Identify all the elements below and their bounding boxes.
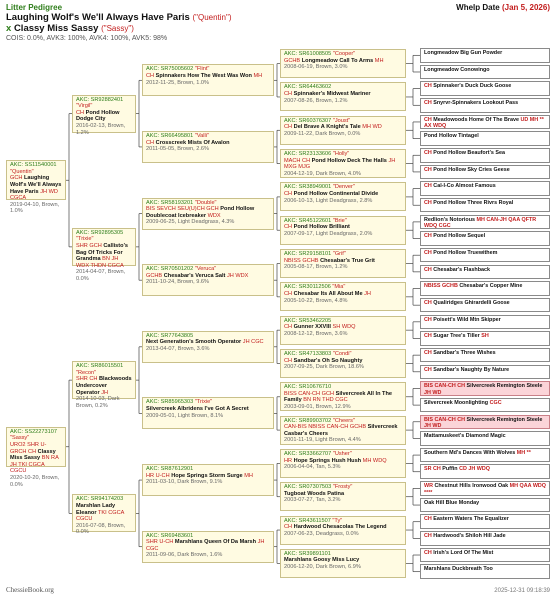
title-suffix: CGC (489, 399, 502, 406)
title-prefix: CH (424, 100, 432, 107)
birth-color-coi: 2009-06-25, Light Deadgrass, 4.3% (146, 219, 235, 226)
title-prefix: GCHB (146, 272, 163, 279)
title-prefix: WR (424, 483, 433, 490)
dog-name: Sandbar's Naughty By Nature (433, 366, 510, 373)
registration-number: AKC: SR45122601 (284, 217, 332, 224)
registration-number: AKC: SR86015501 (76, 363, 124, 370)
title-suffix: MH CAN-JH QAA QFTR WDQ CGC (424, 216, 537, 230)
pedigree-entry-gen5[interactable] (420, 381, 550, 396)
dog-name: Pond Hollow Sky Cries Geese (433, 166, 510, 173)
pedigree-entry-gen5[interactable] (420, 398, 550, 413)
registration-number: AKC: SR07307503 (284, 484, 332, 491)
pedigree-entry-gen5[interactable] (420, 181, 550, 196)
title-prefix: URO2 SHR U-GRCH CH (10, 441, 47, 455)
title-suffix: UD MH ** AX WDQ (424, 116, 544, 130)
title-prefix: CH (284, 124, 293, 131)
dog-name: Qualiridges Ghirardelli Goose (433, 299, 510, 306)
dog-name: Pond Hollow Three Rivrs Royal (433, 199, 514, 206)
title-prefix: CH (424, 349, 432, 356)
birth-color-coi: 2007-06-23, Deadgrass, 0.0% (284, 530, 359, 537)
birth-color-coi: 2007-09-17, Light Deadgrass, 2.0% (284, 230, 373, 237)
dog-name: Chesabar Its All About Me (293, 290, 363, 297)
registration-number: AKC: SR77643805 (146, 332, 194, 339)
pedigree-entry-gen5[interactable] (420, 531, 550, 546)
dog-name: Silvercreek Remington Steele (466, 383, 543, 390)
dog-name: Marshlans Goosy Miss Lucy (284, 557, 360, 564)
dog-name: Crosscreek Mists Of Avalon (155, 139, 230, 146)
title-prefix: CH (424, 199, 432, 206)
title-prefix: NBISS GCHB (284, 257, 319, 264)
title-prefix: CH (424, 116, 432, 123)
dog-name: Longmeadow Call To Arms (301, 57, 374, 64)
title-prefix: CH (424, 183, 432, 190)
birth-color-coi: 2009-05-01, Light Brown, 8.1% (146, 412, 224, 419)
call-name: "Usher" (332, 450, 352, 457)
registration-number: AKC: SR89903702 (284, 417, 332, 424)
dog-name: Silvercreek Moonlighting (424, 399, 489, 406)
dog-name: Silvercreek Remington Steele (466, 416, 543, 423)
title-prefix: BISS CAN-CH GCH (284, 390, 335, 397)
birth-color-coi: 2020-10-20, Brown, 0.0% (10, 474, 60, 488)
dog-name: Pond Hollow Deck The Halls (311, 157, 387, 164)
registration-number: AKC: SR10676710 (284, 384, 332, 391)
call-name: "Flint" (194, 66, 210, 73)
birth-color-coi: 2016-02-13, Brown, 1.2% (76, 123, 126, 136)
registration-number: AKC: SS22273107 (10, 428, 57, 435)
title-suffix: MH (374, 57, 384, 64)
pedigree-entry-gen4[interactable] (280, 216, 406, 245)
birth-color-coi: 2007-08-26, Brown, 1.2% (284, 97, 348, 104)
dog-name: Gunner XXVIII (293, 324, 331, 331)
call-name: "Veruca" (194, 266, 217, 273)
title-prefix: SHR GCH (76, 243, 102, 250)
title-prefix: BIS CAN-CH CH (424, 416, 466, 423)
birth-color-coi: 2014-10-03, Dark Brown, 0.2% (76, 396, 120, 409)
dog-name: Cal-I-Co Almost Famous (433, 183, 496, 190)
birth-color-coi: 2012-11-25, Brown, 1.0% (146, 79, 210, 86)
registration-number: AKC: SR92895305 (76, 229, 124, 236)
registration-number: AKC: SR38949001 (284, 184, 332, 191)
call-name: "Cheers" (332, 417, 355, 424)
pedigree-entry-gen4[interactable] (280, 149, 406, 178)
pedigree-entry-gen5[interactable] (420, 365, 550, 380)
registration-number: AKC: SR94174203 (76, 496, 124, 503)
dog-name: Poisett's Wild Mtn Skipper (433, 316, 501, 323)
registration-number: AKC: SR64463602 (284, 84, 332, 91)
dog-name: Pond Hollow Truewithem (433, 249, 498, 256)
pedigree-entry-gen2[interactable] (72, 228, 136, 283)
birth-color-coi: 2007-09-25, Dark Brown, 18.6% (284, 364, 364, 371)
dog-name: Hope Springs Storm Surge (171, 472, 243, 479)
dog-name: Silvercreek Casbar's Cheers (284, 424, 398, 437)
pedigree-entry-gen4[interactable] (280, 516, 406, 545)
call-name: "Condi" (332, 350, 352, 357)
title-prefix: HR (284, 457, 293, 464)
pedigree-entry-gen2[interactable] (72, 361, 136, 409)
birth-color-coi: 2006-10-13, Light Deadgrass, 2.8% (284, 197, 373, 204)
title-suffix: MH WD (362, 124, 382, 131)
dog-name: Pond Hollow Sequel (433, 233, 486, 240)
call-name: "Mia" (332, 284, 346, 291)
pedigree-entry-gen2[interactable] (72, 494, 136, 536)
title-prefix: CH (424, 266, 432, 273)
call-name: "Virgil" (76, 103, 93, 110)
dog-name: Pond Hollow Dodge City (76, 109, 120, 123)
dam-name: Classy Miss Sassy (13, 23, 99, 34)
pedigree-entry-gen5[interactable] (420, 331, 550, 346)
pedigree-entry-gen3[interactable] (142, 464, 274, 496)
title-prefix: CH (146, 72, 155, 79)
dog-name: Hardwood Chesacolas The Legend (293, 524, 387, 531)
dog-name: Hope Springs Hush Hush (293, 457, 362, 464)
dog-name: Sugar Tree's Tiller (433, 333, 480, 340)
dog-name: Marshlan Lady Eleanor (76, 502, 116, 516)
title-prefix: SHR CH (76, 376, 98, 383)
dog-name: Hardwood's Shiloh Hill Jade (433, 533, 506, 540)
birth-color-coi: 2003-07-27, Tan, 3.2% (284, 497, 341, 504)
pedigree-entry-gen5[interactable] (420, 215, 550, 230)
title-suffix: JH (364, 290, 371, 297)
dog-name: Longmeadow Big Gun Powder (424, 50, 503, 57)
dog-name: Spinnaker's Duck Duck Goose (433, 83, 512, 90)
title-suffix: JH CGC (242, 339, 264, 346)
sire-nick: ("Quentin") (192, 13, 232, 22)
registration-number: AKC: SR70501202 (146, 266, 194, 273)
pedigree-entry-gen5[interactable] (420, 48, 550, 63)
pedigree-entry-gen5[interactable] (420, 131, 550, 146)
dog-name: Spinnakers How The West Was Won (155, 72, 252, 79)
title-prefix: CH (284, 524, 293, 531)
registration-number: AKC: SR47133803 (284, 350, 332, 357)
site-footer[interactable]: ChessieBook.org (6, 586, 54, 594)
title-prefix: CH (284, 324, 293, 331)
pedigree-entry-gen4[interactable] (280, 282, 406, 311)
registration-number: AKC: SR66495801 (146, 132, 194, 139)
pedigree-entry-gen5[interactable] (420, 298, 550, 313)
pedigree-entry-gen5[interactable] (420, 564, 550, 579)
pedigree-entry-gen3[interactable] (142, 397, 274, 429)
registration-number: AKC: SR92882401 (76, 96, 124, 103)
birth-color-coi: 2009-11-22, Dark Brown, 0.0% (284, 130, 361, 137)
title-suffix: JH WD (424, 422, 442, 429)
pedigree-entry-gen3[interactable] (142, 531, 274, 563)
pedigree-entry-gen4[interactable] (280, 116, 406, 145)
dog-name: Silvercreek Albridens I've Got A Secret (146, 406, 249, 413)
call-name: "Frosty" (332, 484, 353, 491)
registration-number: AKC: SR61008505 (284, 51, 332, 58)
dog-name: Silvercreek All In The Family (284, 390, 392, 404)
title-prefix: MACH CH (284, 157, 311, 164)
birth-color-coi: 2011-05-05, Brown, 2.6% (146, 146, 210, 153)
registration-number: AKC: SR29158101 (284, 251, 332, 258)
pedigree-entry-gen5[interactable] (420, 548, 550, 563)
pedigree-entry-gen5[interactable] (420, 431, 550, 446)
birth-color-coi: 2016-07-08, Brown, 0.0% (76, 522, 126, 536)
title-suffix: BN RA JH TKI CGCA CGCU (10, 455, 59, 475)
registration-number: AKC: SR69483601 (146, 532, 194, 539)
pedigree-entry-gen1[interactable] (6, 160, 66, 215)
dog-name: Irish's Lord Of The Mist (433, 549, 494, 556)
title-prefix: HR U-CH (146, 472, 170, 479)
title-prefix: CH (284, 357, 293, 364)
whelp-date-value: (Jan 5, 2026) (501, 3, 550, 12)
litter-pedigree-label: Litter Pedigree (6, 3, 63, 12)
dog-name: Sandbar's Oh So Naughty (293, 357, 363, 364)
pedigree-entry-gen4[interactable] (280, 416, 406, 445)
registration-number: AKC: SR58193201 (146, 199, 194, 206)
dog-name: Laughing Wolf's We'll Always Have Paris (10, 175, 62, 195)
birth-color-coi: 2003-09-01, Brown, 12.9% (284, 404, 351, 411)
title-prefix: CH (424, 316, 432, 323)
title-prefix: CH (424, 299, 432, 306)
coi-stats: COIS: 0.0%, AVK3: 100%, AVK4: 100%, AVK5: 98% (6, 35, 168, 42)
registration-number: AKC: SR30112506 (284, 284, 331, 291)
title-prefix: GCHB (284, 57, 301, 64)
title-prefix: CH (284, 91, 293, 98)
whelp-date-label: Whelp Date (456, 3, 500, 12)
dog-name: Eastern Waters The Equalizer (433, 516, 509, 523)
dog-name: Sandbar's Three Wishes (433, 349, 496, 356)
call-name: "Trixie" (194, 399, 213, 406)
pedigree-entry-gen4[interactable] (280, 249, 406, 278)
birth-color-coi: 2011-09-06, Dark Brown, 1.6% (146, 552, 223, 559)
dog-name: Pond Hollow Brilliant (293, 224, 350, 231)
dog-name: Chesabar's Veruca Salt (163, 272, 226, 279)
dog-name: Snyrvr-Spinnakers Lookout Pass (433, 100, 519, 107)
birth-color-coi: 2004-12-19, Dark Brown, 4.0% (284, 170, 361, 177)
title-suffix: JH (101, 389, 109, 396)
title-suffix: WDX (207, 212, 221, 219)
dog-name: Del Brave A Knight's Tale (293, 124, 361, 131)
call-name: "Grif" (332, 251, 346, 258)
call-name: "Recon" (76, 369, 97, 376)
pedigree-entry-gen1[interactable] (6, 427, 66, 488)
pedigree-entry-gen4[interactable] (280, 49, 406, 78)
registration-number: AKC: SR60376307 (284, 117, 332, 124)
dog-name: Pond Hollow Continental Divide (293, 191, 379, 197)
dog-name: Spinnaker's Midwest Mariner (293, 91, 371, 98)
title-prefix: CH (424, 83, 432, 90)
title-prefix: GCH (10, 175, 23, 182)
generated-timestamp: 2025-12-31 09:18:39 (494, 588, 550, 594)
birth-color-coi: 2013-04-07, Brown, 3.6% (146, 346, 210, 352)
title-prefix: BIS SEVCH SEU(U)CH GCH (146, 206, 219, 213)
pedigree-entry-gen5[interactable] (420, 281, 550, 296)
title-prefix: CH (76, 109, 85, 116)
pedigree-entry-gen4[interactable] (280, 382, 406, 411)
title-suffix: JH WD (424, 389, 442, 396)
pedigree-entry-gen5[interactable] (420, 348, 550, 363)
pedigree-entry-gen3[interactable] (142, 131, 274, 163)
birth-color-coi: 2008-06-19, Brown, 3.0% (284, 64, 348, 71)
call-name: "Joust" (332, 117, 351, 124)
pedigree-entry-gen5[interactable] (420, 248, 550, 263)
registration-number: AKC: SR87612901 (146, 466, 194, 473)
pedigree-entry-gen5[interactable] (420, 464, 550, 479)
dog-name: Chesabar's Copper Mine (459, 283, 523, 290)
birth-color-coi: 2008-12-12, Brown, 3.6% (284, 330, 348, 337)
birth-color-coi: 2014-04-07, Brown, 0.0% (76, 269, 126, 283)
dog-name: Mattamuskeet's Diamond Magic (424, 433, 506, 440)
title-prefix: SR CH (424, 466, 441, 473)
call-name: "Cooper" (332, 51, 356, 58)
dog-name: Blackwoods Undercover Operator (76, 376, 132, 396)
pedigree-entry-gen4[interactable] (280, 82, 406, 111)
dog-name: Meadowoods Home Of The Brave (433, 116, 519, 123)
title-prefix: CH (284, 224, 293, 231)
pedigree-entry-gen3[interactable] (142, 198, 274, 230)
pedigree-entry-gen3[interactable] (142, 64, 274, 96)
title-prefix: CH (284, 191, 293, 197)
title-prefix: CH (424, 150, 432, 157)
title-suffix: JH MXG MJG (284, 157, 396, 171)
dog-name: Chesabar's True Grit (320, 257, 375, 264)
dog-name: Chestnut Hills Ironwood Oak (434, 483, 509, 490)
title-suffix: CD JH WDQ (459, 466, 490, 473)
pedigree-entry-gen5[interactable] (420, 448, 550, 463)
dog-name: Marshlans Duckbreath Too (424, 566, 493, 573)
title-suffix: TKI CGCA CGCU (76, 509, 125, 523)
title-prefix: CAN-BIS NBISS CAN-CH GCHB (284, 424, 367, 431)
pedigree-entry-gen5[interactable] (420, 115, 550, 130)
call-name: "Holly" (332, 151, 350, 158)
title-prefix: SHR U-CH (146, 539, 174, 546)
pedigree-entry-gen2[interactable] (72, 95, 136, 136)
pedigree-entry-gen4[interactable] (280, 182, 406, 211)
dog-name: Classy Miss Sassy (10, 448, 56, 462)
title-suffix: SH WDQ (332, 324, 356, 331)
title-prefix: CH (424, 516, 432, 523)
pedigree-entry-gen4[interactable] (280, 449, 406, 478)
registration-number: AKC: SR43611507 (284, 517, 331, 524)
dog-name: Tugboat Woods Patina (284, 490, 345, 497)
call-name: "Trixie" (76, 236, 94, 243)
pedigree-entry-gen5[interactable] (420, 265, 550, 280)
title-suffix: MH (253, 72, 263, 79)
pedigree-entry-gen5[interactable] (420, 415, 550, 430)
pedigree-entry-gen5[interactable] (420, 98, 550, 113)
registration-number: AKC: SR75005602 (146, 66, 194, 73)
title-suffix: JH WDX (226, 272, 249, 279)
dog-name: Redlion's Notorious (424, 216, 475, 223)
dog-name: Longmeadow Conowingo (424, 66, 490, 73)
pedigree-entry-gen4[interactable] (280, 482, 406, 511)
dog-name: Puffin (442, 466, 458, 473)
pedigree-entry-gen5[interactable] (420, 514, 550, 529)
registration-number: AKC: SR39891101 (284, 550, 331, 557)
cross-symbol: x (6, 23, 12, 34)
dam-nick: ("Sassy") (101, 24, 134, 33)
title-suffix: JH CGC (146, 539, 265, 552)
dog-name: Southern Md's Dances With Wolves (424, 449, 516, 456)
pedigree-entry-gen5[interactable] (420, 481, 550, 496)
title-suffix: MH (244, 472, 253, 479)
title-prefix: CH (146, 139, 155, 146)
pedigree-entry-gen5[interactable] (420, 198, 550, 213)
title-suffix: JH WD CGCA (10, 188, 58, 202)
title-prefix: CH (424, 233, 432, 240)
title-prefix: CH (424, 366, 432, 373)
birth-color-coi: 2011-10-24, Brown, 9.6% (146, 279, 210, 286)
birth-color-coi: 2006-12-20, Dark Brown, 6.9% (284, 564, 361, 571)
call-name: "Ty" (332, 517, 343, 524)
dog-name: Marshlans Queen Of Da Marsh (174, 539, 257, 546)
pedigree-entry-gen5[interactable] (420, 165, 550, 180)
birth-color-coi: 2011-03-10, Dark Brown, 9.1% (146, 479, 223, 486)
call-name: "Double" (194, 199, 217, 206)
title-prefix: CH (424, 533, 432, 540)
title-prefix: CH (424, 333, 432, 340)
title-prefix: CH (424, 249, 432, 256)
pedigree-entry-gen4[interactable] (280, 549, 406, 578)
call-name: "Denver" (332, 184, 355, 191)
pedigree-entry-gen4[interactable] (280, 349, 406, 378)
dog-name: Next Generation's Smooth Operator (146, 339, 242, 346)
pedigree-entry-gen5[interactable] (420, 148, 550, 163)
registration-number: AKC: SR85965303 (146, 399, 194, 406)
call-name: "Sassy" (10, 435, 30, 442)
dog-name: Chesabar's Flashback (433, 266, 491, 273)
pedigree-entry-gen3[interactable] (142, 331, 274, 363)
title-suffix: BN JH WDX THDN CGCA (76, 256, 124, 269)
dog-name: Pond Hollow Tintagel (424, 133, 479, 140)
call-name: "Valli" (194, 132, 209, 139)
pedigree-entry-gen5[interactable] (420, 65, 550, 80)
birth-color-coi: 2006-04-04, Tan, 5.3% (284, 464, 341, 471)
pedigree-entry-gen4[interactable] (280, 316, 406, 345)
title-suffix: MH ** (516, 449, 531, 456)
dog-name: Pond Hollow Doublecoat Icebreaker (146, 206, 255, 219)
pedigree-entry-gen3[interactable] (142, 264, 274, 296)
title-prefix: BIS CAN-CH CH (424, 383, 466, 390)
pedigree-entry-gen5[interactable] (420, 498, 550, 513)
birth-color-coi: 2005-10-22, Brown, 4.8% (284, 297, 348, 304)
registration-number: AKC: SR53462205 (284, 317, 332, 324)
pedigree-entry-gen5[interactable] (420, 315, 550, 330)
title-prefix: CH (424, 166, 432, 173)
title-suffix: MH WDQ (362, 457, 387, 464)
title-suffix: SH (481, 333, 489, 340)
pedigree-entry-gen5[interactable] (420, 81, 550, 96)
dog-name: Oak Hill Blue Monday (424, 499, 480, 506)
birth-color-coi: 2005-08-17, Brown, 1.2% (284, 264, 348, 271)
registration-number: AKC: SR23133606 (284, 151, 332, 158)
call-name: "Quentin" (10, 168, 34, 175)
sire-name: Laughing Wolf's We'll Always Have Paris (6, 12, 190, 23)
registration-number: AKC: SR33662707 (284, 450, 332, 457)
title-prefix: CH (424, 549, 432, 556)
title-prefix: CH (284, 290, 293, 297)
birth-color-coi: 2019-04-10, Brown, 1.0% (10, 201, 60, 215)
registration-number: AKC: SS11540001 (10, 162, 57, 169)
title-suffix: BN RN THD CGC (303, 397, 348, 404)
title-prefix: NBISS GCHB (424, 283, 458, 290)
dog-name: Pond Hollow Beaufort's Sea (433, 150, 505, 157)
pedigree-entry-gen5[interactable] (420, 231, 550, 246)
dog-name: Callisto's Bag Of Tricks For Grandma (76, 243, 129, 263)
birth-color-coi: 2001-11-19, Light Brown, 4.4% (284, 437, 361, 444)
title-suffix: MH QAA WDQ **** (424, 483, 547, 496)
call-name: "Brie" (332, 217, 347, 224)
